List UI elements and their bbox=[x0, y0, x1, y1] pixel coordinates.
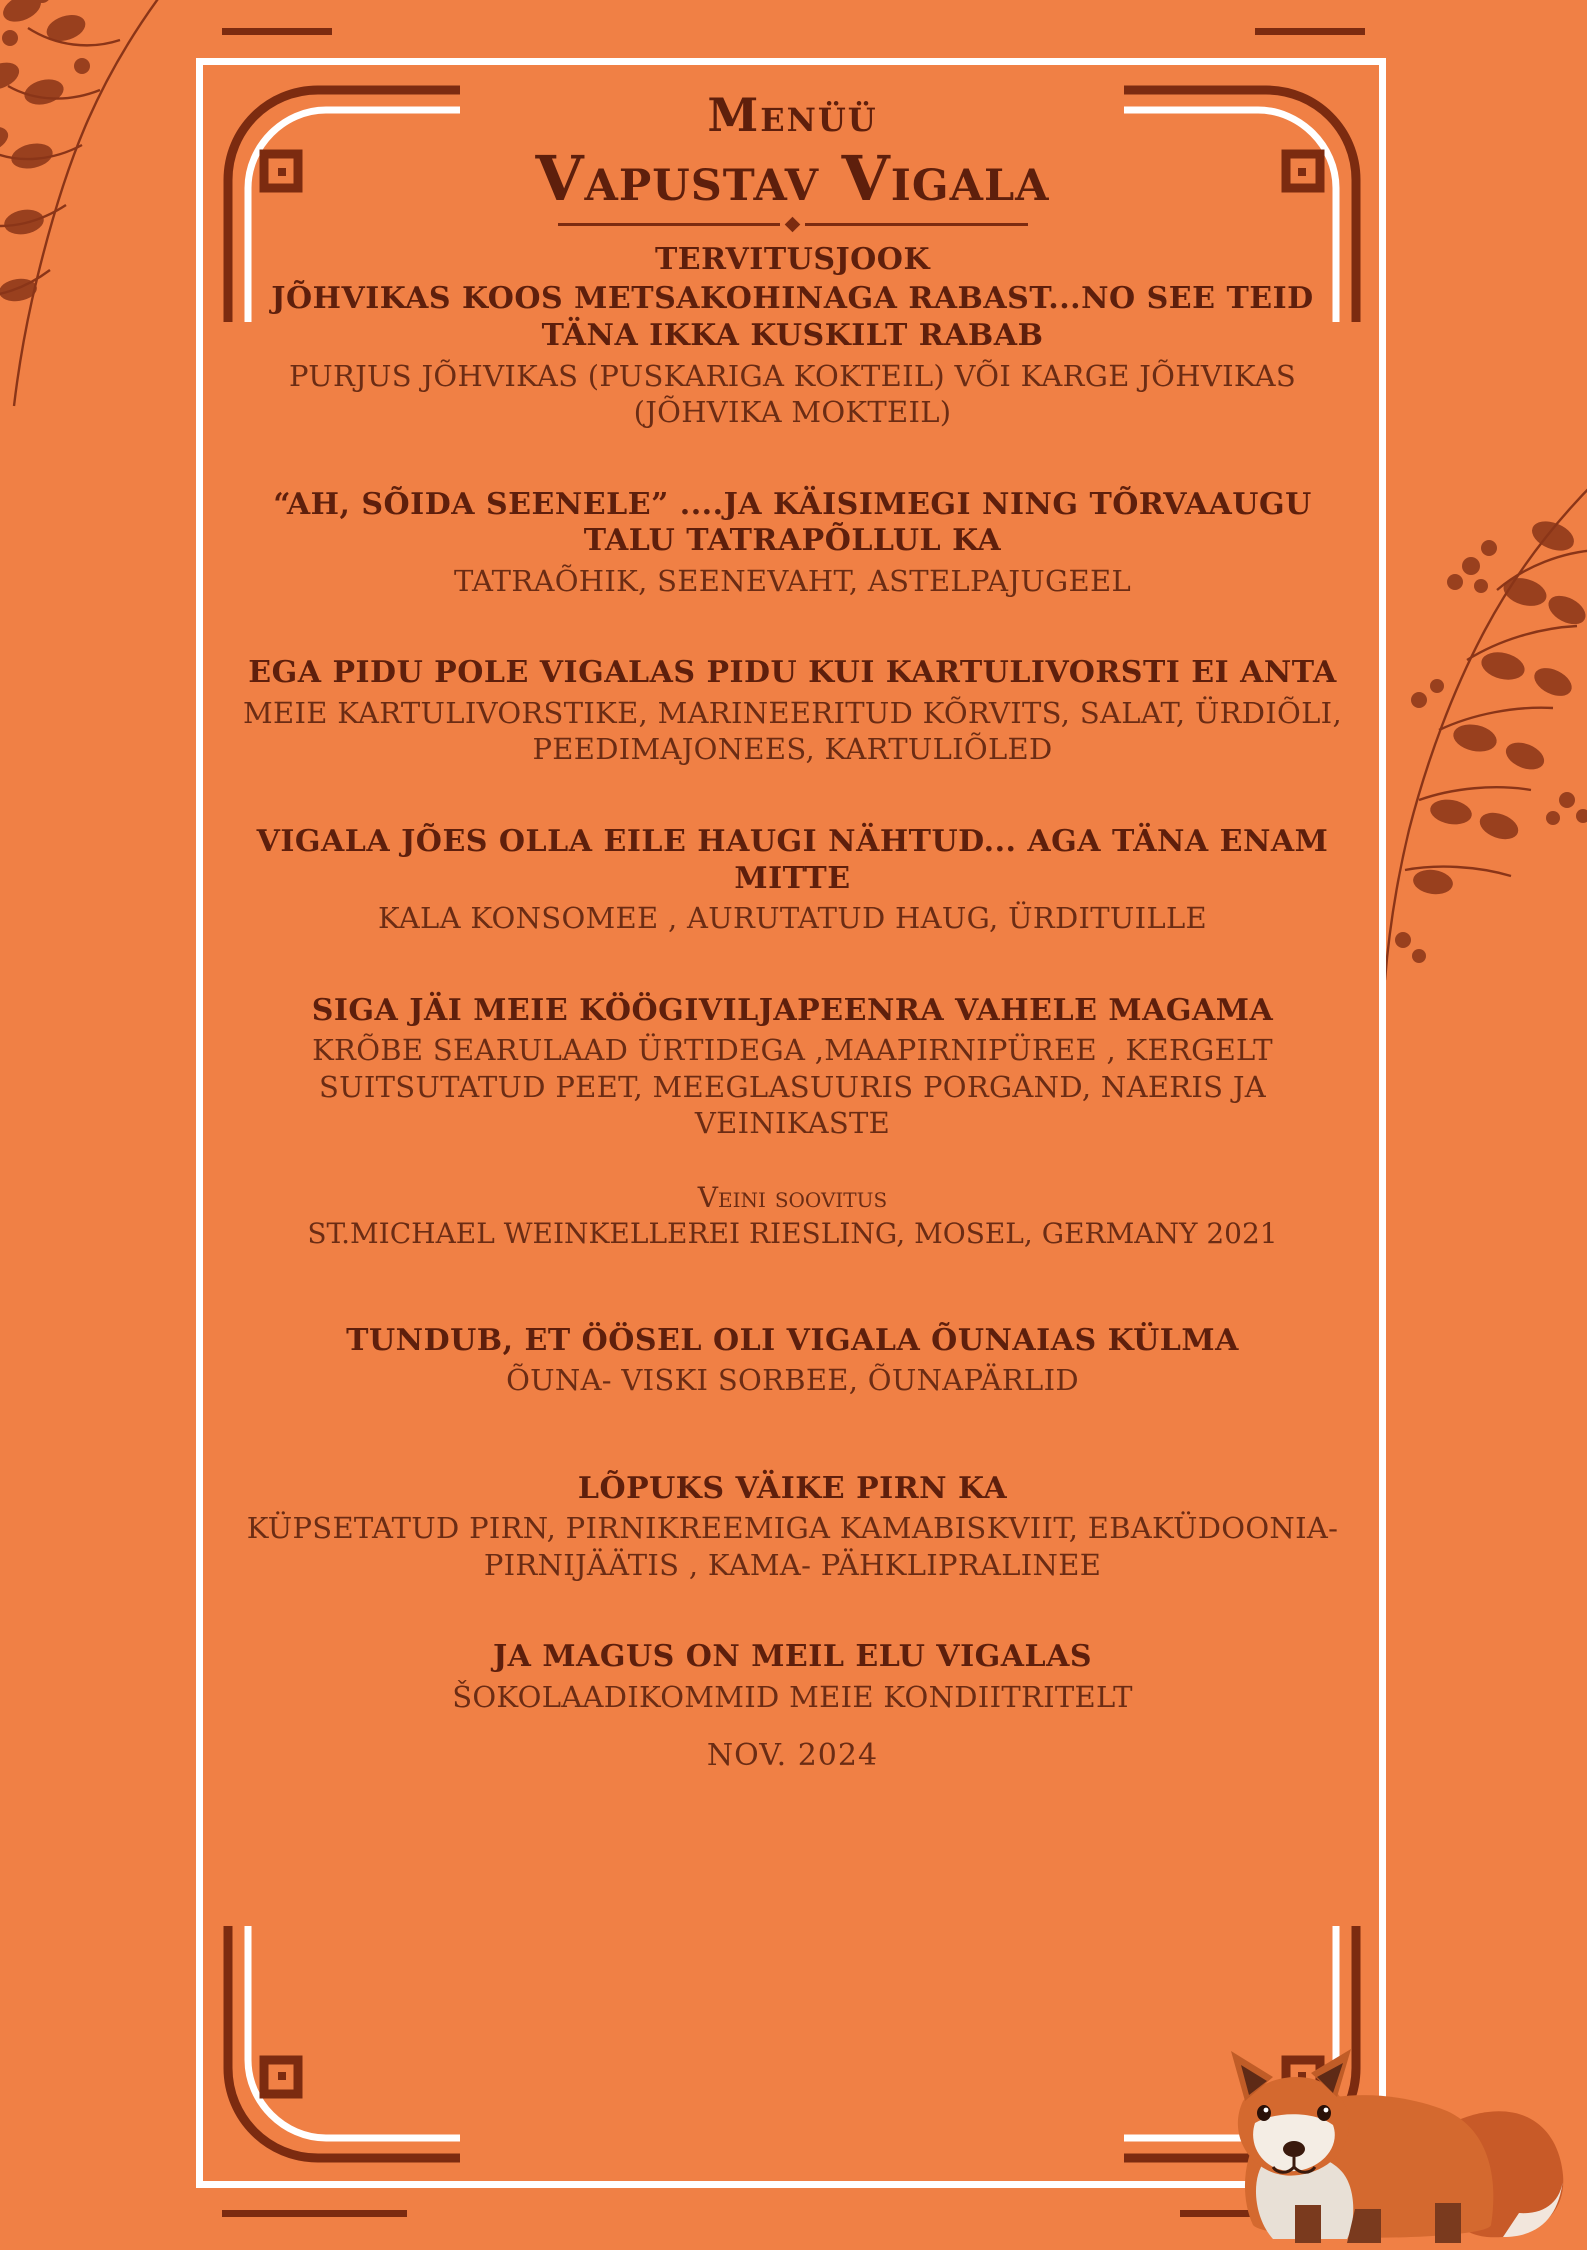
wine-recommendation bbox=[240, 1180, 1345, 1253]
wine-label: Veini soovitus bbox=[697, 1180, 888, 1214]
menu-date: NOV. 2024 bbox=[706, 1737, 879, 1773]
section-heading: LÕPUKS VÄIKE PIRN KA bbox=[577, 1470, 1008, 1506]
section-heading: “AH, SÕIDA SEENELE” ....JA KÄISIMEGI NING TÕRVAAUGU TALU TATRAPÕLLUL KA bbox=[273, 486, 1312, 559]
menu-section-siga bbox=[240, 993, 1345, 1142]
menu-section-seened bbox=[240, 487, 1345, 600]
frame-rule-top-right bbox=[1255, 28, 1365, 35]
section-body: ŠOKOLAADIKOMMID MEIE KONDIITRITELT bbox=[452, 1680, 1133, 1715]
menu-section-haug bbox=[240, 824, 1345, 937]
section-heading: JA MAGUS ON MEIL ELU VIGALAS bbox=[492, 1639, 1093, 1675]
frame-rule-bottom-right bbox=[1180, 2210, 1365, 2217]
section-body: KRÕBE SEARULAAD ÜRTIDEGA ,MAAPIRNIPÜREE , KERGELT SUITSUTATUD PEET, MEEGLASUURIS PORGAND, NAERIS JA VEINIKASTE bbox=[312, 1033, 1273, 1141]
section-body: ÕUNA- VISKI SORBEE, ÕUNAPÄRLID bbox=[506, 1363, 1079, 1398]
menu-section-ounaias bbox=[240, 1323, 1345, 1399]
frame-rule-top-left bbox=[222, 28, 332, 35]
page-subtitle: Vapustav Vigala bbox=[535, 141, 1050, 215]
section-body: KÜPSETATUD PIRN, PIRNIKREEMIGA KAMABISKVIIT, EBAKÜDOONIA-PIRNIJÄÄTIS , KAMA- PÄHKLIPRALINEE bbox=[246, 1511, 1339, 1582]
section-heading: EGA PIDU POLE VIGALAS PIDU KUI KARTULIVORSTI EI ANTA bbox=[248, 655, 1337, 691]
section-heading-2: JÕHVIKAS KOOS METSAKOHINAGA RABAST...NO SEE TEID TÄNA IKKA KUSKILT RABAB bbox=[271, 281, 1314, 353]
menu-section-tervitusjook bbox=[240, 242, 1345, 431]
page-title: Menüü bbox=[707, 88, 878, 142]
menu-section-pirn bbox=[240, 1471, 1345, 1584]
menu-content bbox=[240, 90, 1345, 1773]
section-heading: TUNDUB, ET ÖÖSEL OLI VIGALA ÕUNAIAS KÜLMA bbox=[346, 1322, 1239, 1358]
section-body: MEIE KARTULIVORSTIKE, MARINEERITUD KÕRVITS, SALAT, ÜRDIÕLI, PEEDIMAJONEES, KARTULIÕLED bbox=[243, 695, 1342, 767]
wine-text: ST.MICHAEL WEINKELLEREI RIESLING, MOSEL, GERMANY 2021 bbox=[307, 1217, 1278, 1251]
menu-section-magus bbox=[240, 1639, 1345, 1715]
section-heading: SIGA JÄI MEIE KÖÖGIVILJAPEENRA VAHELE MAGAMA bbox=[311, 992, 1274, 1028]
section-body: TATRAÕHIK, SEENEVAHT, ASTELPAJUGEEL bbox=[453, 563, 1132, 598]
section-heading: VIGALA JÕES OLLA EILE HAUGI NÄHTUD... AGA TÄNA ENAM MITTE bbox=[256, 824, 1329, 896]
section-body: PURJUS JÕHVIKAS (PUSKARIGA KOKTEIL) VÕI KARGE JÕHVIKAS (JÕHVIKA MOKTEIL) bbox=[288, 358, 1297, 430]
divider-ornament bbox=[558, 219, 1028, 230]
menu-section-kartulivorst bbox=[240, 655, 1345, 768]
frame-rule-bottom-left bbox=[222, 2210, 407, 2217]
section-heading: TERVITUSJOOK bbox=[654, 241, 931, 277]
section-body: KALA KONSOMEE , AURUTATUD HAUG, ÜRDITUILLE bbox=[378, 901, 1207, 936]
